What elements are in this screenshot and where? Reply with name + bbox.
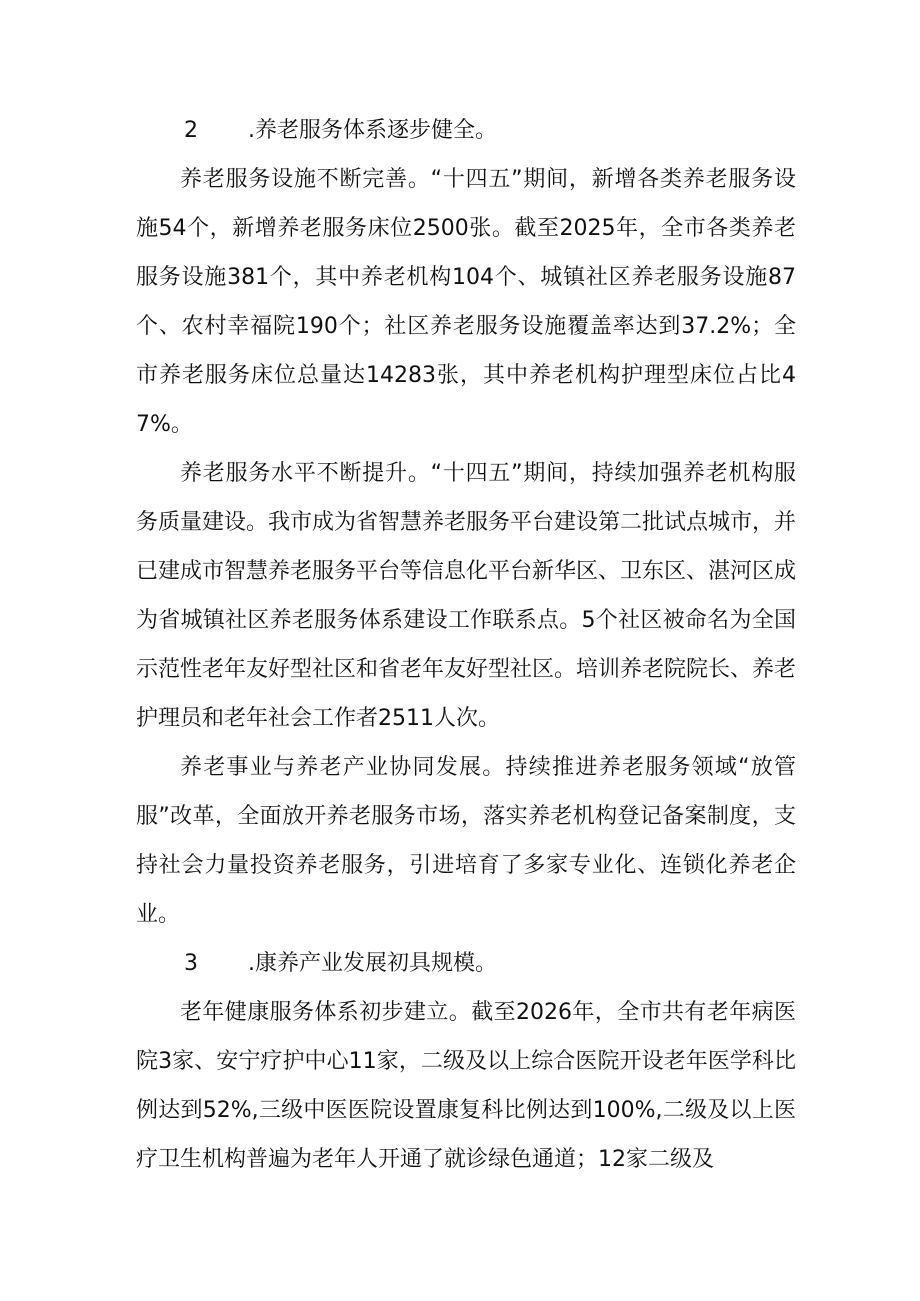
document-body <box>136 106 796 1184</box>
section-number: 2 <box>184 118 198 143</box>
paragraph-industry-development: 养老事业与养老产业协同发展。持续推进养老服务领域“放管服”改革，全面放开养老服务市场，落实养老机构登记备案制度，支持社会力量投资养老服务，引进培育了多家专业化、连锁化养老企业。 <box>136 755 796 927</box>
section-heading-2 <box>136 106 796 155</box>
section-heading-3 <box>136 939 796 988</box>
paragraph-health-services: 老年健康服务体系初步建立。截至2026年，全市共有老年病医院3家、安宁疗护中心11家，二级及以上综合医院开设老年医学科比例达到52%,三级中医医院设置康复科比例达到100%,二级及以上医疗卫生机构普遍为老年人开通了就诊绿色通道；12家二级及 <box>136 1000 796 1172</box>
section-title: .康养产业发展初具规模。 <box>248 951 497 976</box>
section-number: 3 <box>184 951 198 976</box>
section-title: .养老服务体系逐步健全。 <box>248 118 497 143</box>
paragraph-service-level: 养老服务水平不断提升。“十四五”期间，持续加强养老机构服务质量建设。我市成为省智慧养老服务平台建设第二批试点城市，并已建成市智慧养老服务平台等信息化平台新华区、卫东区、湛河区成为省城镇社区养老服务体系建设工作联系点。5个社区被命名为全国示范性老年友好型社区和省老年友好型社区。培训养老院院长、养老护理员和老年社会工作者2511人次。 <box>136 461 797 731</box>
paragraph-facilities: 养老服务设施不断完善。“十四五”期间，新增各类养老服务设施54个，新增养老服务床位2500张。截至2025年，全市各类养老服务设施381个，其中养老机构104个、城镇社区养老服务设施87个、农村幸福院190个；社区养老服务设施覆盖率达到37.2%；全市养老服务床位总量达14283张，其中养老机构护理型床位占比47%。 <box>136 167 796 437</box>
